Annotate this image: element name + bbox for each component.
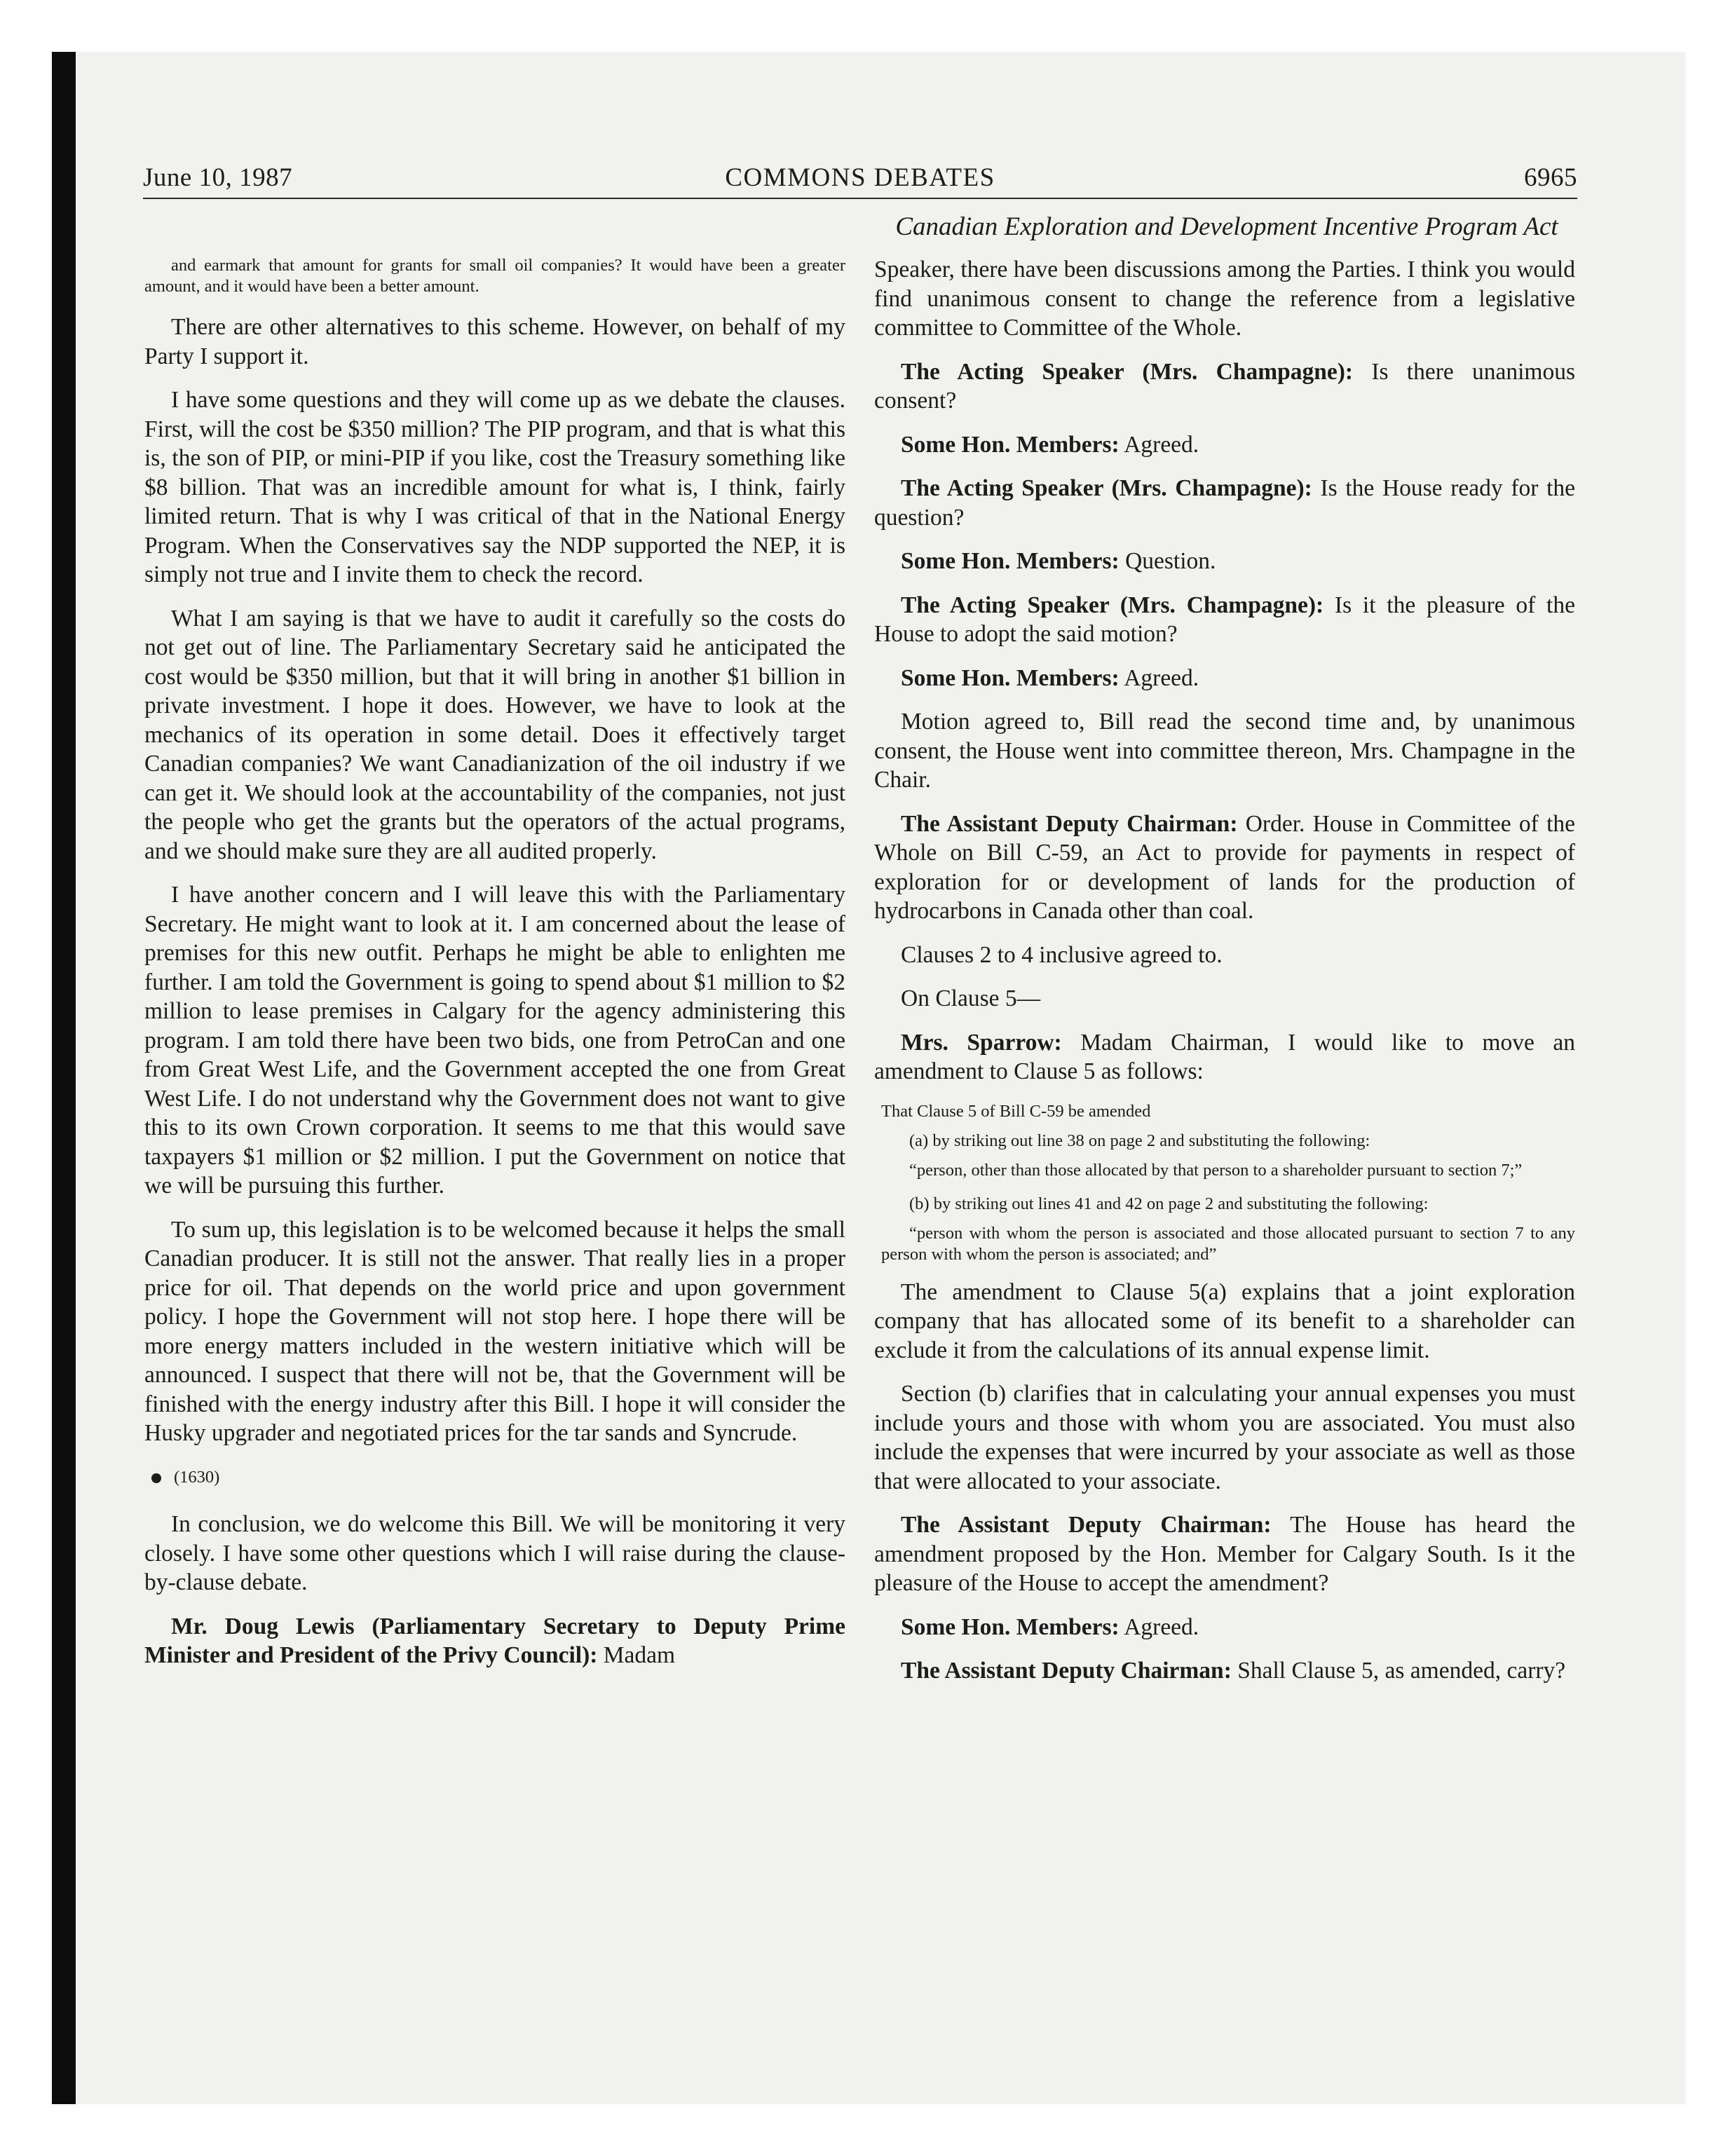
speaker-paragraph — [874, 1613, 1575, 1642]
left-column — [144, 255, 845, 1685]
speaker-paragraph — [144, 1612, 845, 1670]
speaker-name: The Assistant Deputy Chairman: — [901, 1658, 1232, 1684]
amendment-text: That Clause 5 of Bill C-59 be amended — [881, 1101, 1151, 1121]
page-number: 6965 — [1524, 163, 1577, 192]
running-title: Canadian Exploration and Development Incentive Program Act — [895, 212, 1558, 241]
body-paragraph: In conclusion, we do welcome this Bill. We will be monitoring it very closely. I have some other questions which I will raise during the clause-by-clause debate. — [144, 1511, 845, 1595]
speech-text: The House has heard the amendment proposed by the Hon. Member for Calgary South. Is it the pleasure of the House to accept the amendment? — [874, 1512, 1575, 1596]
speaker-paragraph — [874, 474, 1575, 532]
speaker-paragraph — [874, 810, 1575, 926]
header-rule — [143, 198, 1577, 199]
speaker-paragraph — [874, 430, 1575, 460]
header-date: June 10, 1987 — [143, 163, 293, 192]
body-paragraph: On Clause 5— — [901, 985, 1041, 1011]
speaker-paragraph — [874, 1656, 1575, 1686]
bullet-icon — [151, 1473, 161, 1483]
speaker-name: Mrs. Sparrow: — [901, 1029, 1062, 1056]
speaker-name: Some Hon. Members: — [901, 548, 1120, 574]
publication-title: COMMONS DEBATES — [725, 163, 995, 192]
speaker-paragraph — [874, 357, 1575, 416]
body-paragraph: What I am saying is that we have to audit it carefully so the costs do not get out of line. The Parliamentary Secretary said he anticipated the cost would be $350 million, but that it will bring in another $1 billion in private investment. I hope it does. However, we have to look at the mechanics of its operation in some detail. Does it effectively target Canadian companies? We want Canadianization of the oil industry if we can get it. We should look at the accountability of the companies, not just the people who get the grants but the operators of the actual programs, and we should make sure they are all audited properly. — [144, 605, 845, 864]
speech-text: Agreed. — [1119, 1613, 1199, 1640]
speech-text: Question. — [1119, 548, 1216, 574]
body-paragraph: Clauses 2 to 4 inclusive agreed to. — [901, 941, 1223, 968]
body-paragraph: Section (b) clarifies that in calculating your annual expenses you must include yours and those with whom you are associated. You must also include the expenses that were incurred by your associate as well as those that were allocated to your associate. — [874, 1381, 1575, 1494]
body-paragraph: Motion agreed to, Bill read the second time and, by unanimous consent, the House went into committee thereon, Mrs. Champagne in the Chair. — [874, 709, 1575, 793]
speaker-paragraph — [874, 547, 1575, 576]
amendment-text: (b) by striking out lines 41 and 42 on page 2 and substituting the following: — [909, 1194, 1429, 1213]
amendment-text: “person with whom the person is associated and those allocated pursuant to section 7 to any person with whom the person is associated; and” — [881, 1223, 1575, 1264]
speaker-paragraph — [874, 1028, 1575, 1086]
amendment-text: “person, other than those allocated by that person to a shareholder pursuant to section 7;” — [909, 1160, 1523, 1180]
speaker-name: The Acting Speaker (Mrs. Champagne): — [901, 475, 1312, 501]
body-paragraph: I have another concern and I will leave this with the Parliamentary Secretary. He might want to look at it. I am concerned about the lease of premises for this new outfit. Perhaps he might be able to enlighten me further. I am told the Government is going to spend about $1 million to $2 million to lease premises in Calgary for the agency administering this program. I am told there have been two bids, one from PetroCan and one from Great West Life, and the Government accepted the one from Great West Life. I do not understand why the Government does not want to give this to its own Crown corporation. It seems to me that this would save taxpayers $1 million or $2 million. I put the Government on notice that we will be pursuing this further. — [144, 882, 845, 1199]
binding-edge — [52, 52, 76, 2104]
page-header — [143, 163, 1577, 196]
speech-text: Madam Chairman, I would like to move an amendment to Clause 5 as follows: — [874, 1029, 1575, 1084]
amendment-text: (a) by striking out line 38 on page 2 and substituting the following: — [909, 1131, 1370, 1150]
speaker-paragraph — [874, 1510, 1575, 1598]
speaker-name: The Assistant Deputy Chairman: — [901, 1512, 1272, 1538]
speech-text: Order. House in Committee of the Whole on Bill C-59, an Act to provide for payments in respect of exploration for or development of lands for the production of hydrocarbons in Canada other than coal. — [874, 810, 1575, 924]
speech-text: Agreed. — [1119, 664, 1199, 691]
body-paragraph: The amendment to Clause 5(a) explains that a joint exploration company that has allocated some of its benefit to a shareholder can exclude it from the calculations of its annual expense limit. — [874, 1278, 1575, 1363]
body-paragraph: and earmark that amount for grants for small oil companies? It would have been a greater amount, and it would have been a better amount. — [144, 256, 845, 296]
speech-text: Agreed. — [1119, 431, 1199, 458]
speech-text: Madam — [597, 1642, 676, 1668]
speech-text: Is there unanimous consent? — [874, 358, 1575, 414]
time-marker-text: (1630) — [174, 1467, 220, 1487]
body-paragraph: To sum up, this legislation is to be welcomed because it helps the small Canadian producer. It is still not the answer. That really lies in a proper price for oil. That depends on the world price and upon government policy. I hope the Government will not stop here. I hope there will be more energy matters included in the western initiative which will be announced. I suspect that there will not be, that the Government will be finished with the energy industry after this Bill. I hope it will consider the Husky upgrader and negotiated prices for the tar sands and Syncrude. — [144, 1216, 845, 1446]
speaker-paragraph — [874, 591, 1575, 649]
speaker-name: Some Hon. Members: — [901, 1613, 1120, 1640]
body-paragraph: Speaker, there have been discussions among the Parties. I think you would find unanimous consent to change the reference from a legislative committee to Committee of the Whole. — [874, 257, 1575, 341]
speech-text: Shall Clause 5, as amended, carry? — [1231, 1658, 1566, 1684]
body-paragraph: There are other alternatives to this scheme. However, on behalf of my Party I support it. — [144, 314, 845, 369]
right-column — [874, 255, 1575, 1700]
speaker-name: Some Hon. Members: — [901, 431, 1120, 458]
speaker-name: Mr. Doug Lewis (Parliamentary Secretary to Deputy Prime Minister and President of the Privy Council): — [144, 1613, 845, 1668]
speaker-name: Some Hon. Members: — [901, 664, 1120, 691]
speech-text: Is it the pleasure of the House to adopt the said motion? — [874, 592, 1575, 647]
time-marker — [151, 1463, 845, 1492]
speaker-paragraph — [874, 664, 1575, 693]
speaker-name: The Assistant Deputy Chairman: — [901, 810, 1238, 837]
speaker-name: The Acting Speaker (Mrs. Champagne): — [901, 592, 1324, 618]
speaker-name: The Acting Speaker (Mrs. Champagne): — [901, 358, 1354, 385]
body-paragraph: I have some questions and they will come up as we debate the clauses. First, will the cost be $350 million? The PIP program, and that is what this is, the son of PIP, or mini-PIP if you like, cost the Treasury something like $8 billion. That was an incredible amount for what is, I think, fairly limited return. That is why I was critical of that in the National Energy Program. When the Conservatives say the NDP supported the NEP, it is simply not true and I invite them to check the record. — [144, 387, 845, 587]
speech-text: Is the House ready for the question? — [874, 475, 1575, 531]
